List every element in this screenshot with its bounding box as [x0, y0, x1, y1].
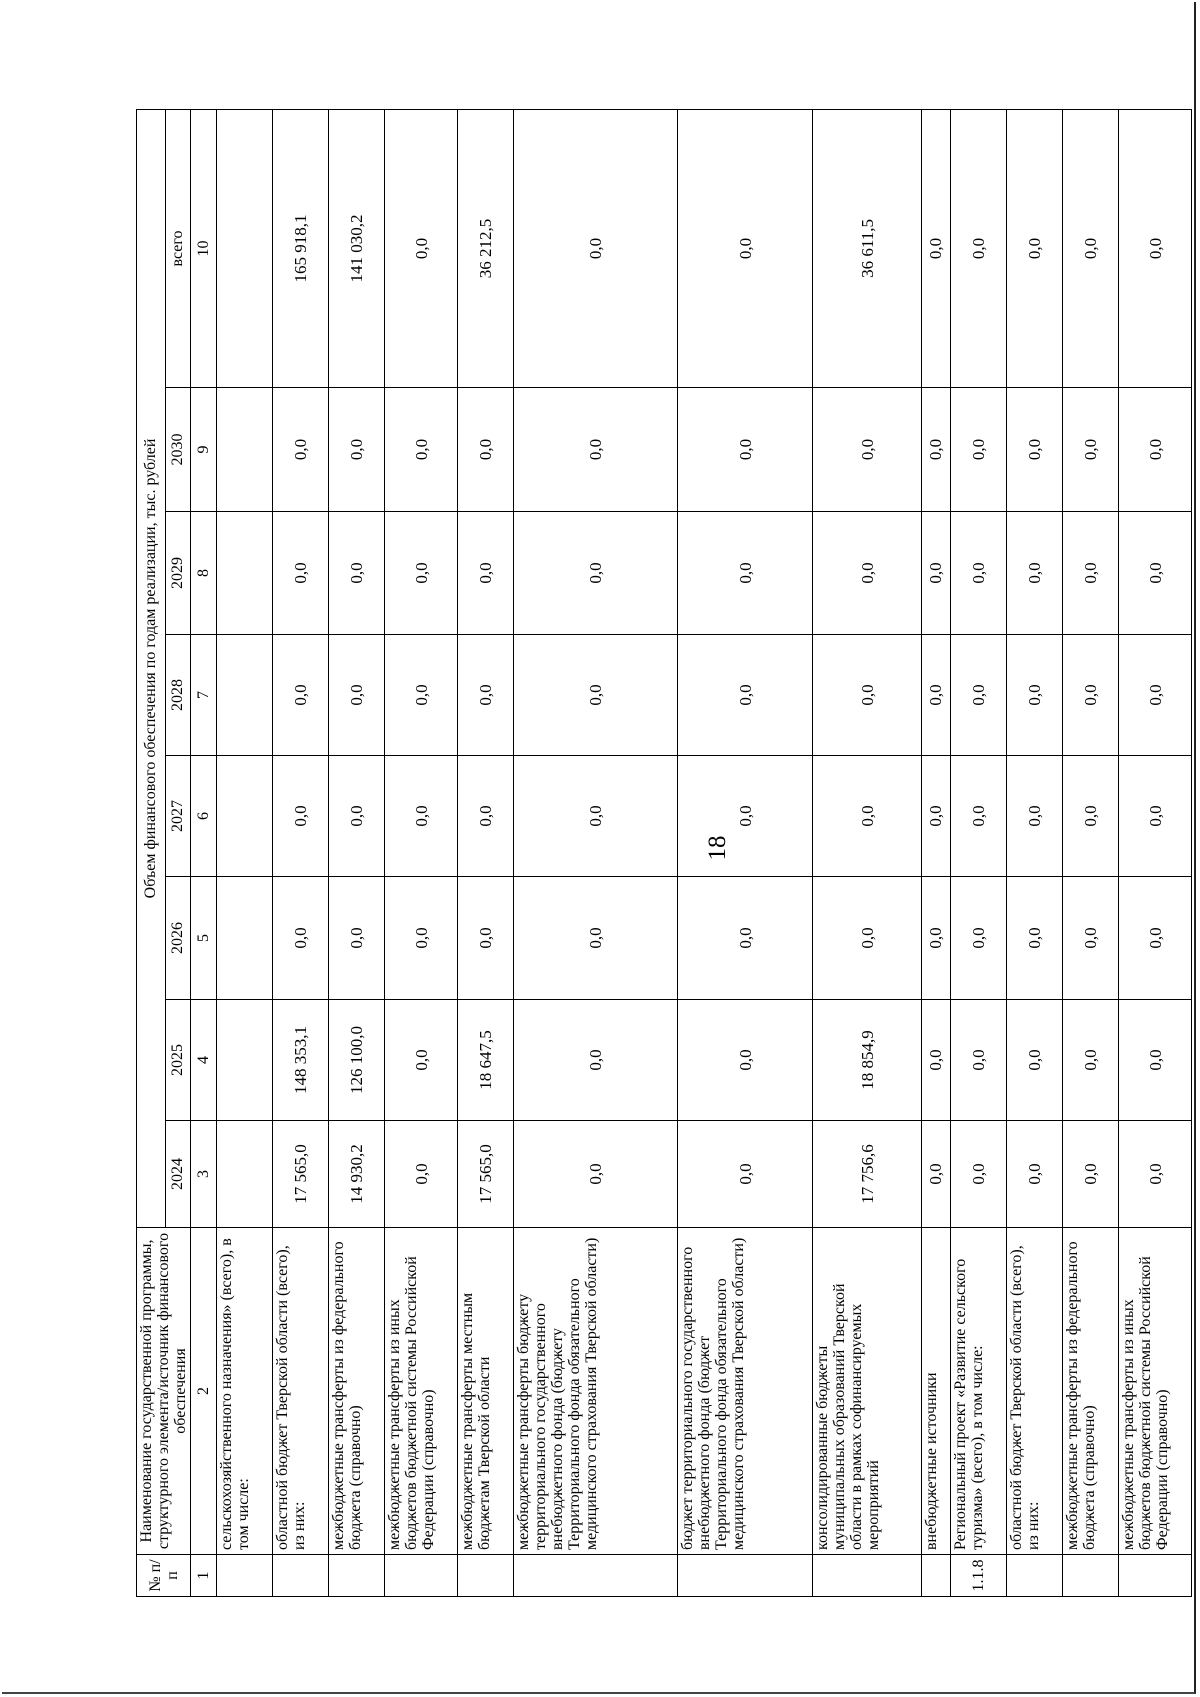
- value-cell: 0,0: [1119, 1121, 1192, 1228]
- value-cell: 0,0: [273, 512, 329, 635]
- value-cell: 0,0: [457, 388, 513, 512]
- value-cell-total: 0,0: [513, 109, 677, 387]
- value-cell: 0,0: [513, 1000, 677, 1121]
- value-cell: 17 756,6: [813, 1121, 921, 1228]
- value-cell: 0,0: [385, 756, 458, 877]
- column-number-cell: 7: [191, 635, 217, 756]
- value-cell: 17 565,0: [457, 1121, 513, 1228]
- value-cell: 0,0: [513, 1121, 677, 1228]
- column-number-cell: 4: [191, 1000, 217, 1121]
- value-cell: 0,0: [921, 635, 950, 756]
- row-name-cell: Региональный проект «Развитие сельского туризма» (всего), в том числе:: [951, 1228, 1007, 1555]
- value-cell: 18 647,5: [457, 1000, 513, 1121]
- value-cell: 0,0: [1063, 388, 1119, 512]
- value-cell: 0,0: [1063, 635, 1119, 756]
- value-cell: 0,0: [513, 388, 677, 512]
- value-cell-total: 0,0: [385, 109, 458, 387]
- row-name-cell: сельскохозяйственного назначения» (всего), в том числе:: [217, 1228, 273, 1555]
- row-name-cell: областной бюджет Тверской области (всего), из них:: [273, 1228, 329, 1555]
- value-cell: 0,0: [385, 877, 458, 1000]
- value-cell: 0,0: [951, 388, 1007, 512]
- table-row: [813, 109, 921, 1596]
- row-number-cell: [921, 1555, 950, 1597]
- value-cell: 0,0: [385, 388, 458, 512]
- row-number-cell: [1063, 1555, 1119, 1597]
- value-cell-total: 0,0: [1007, 109, 1063, 387]
- value-cell: 0,0: [1007, 756, 1063, 877]
- row-number-cell: [385, 1555, 458, 1597]
- value-cell: 0,0: [1007, 388, 1063, 512]
- value-cell: 0,0: [1063, 877, 1119, 1000]
- table-row: [217, 109, 273, 1596]
- column-number-cell: 3: [191, 1121, 217, 1228]
- value-cell: 17 565,0: [273, 1121, 329, 1228]
- row-name-cell: внебюджетные источники: [921, 1228, 950, 1555]
- table-row: [457, 109, 513, 1596]
- value-cell: 0,0: [385, 1000, 458, 1121]
- value-cell-total: 0,0: [1119, 109, 1192, 387]
- value-cell: 0,0: [921, 1121, 950, 1228]
- value-cell-total: 36 611,5: [813, 109, 921, 387]
- value-cell: 0,0: [329, 877, 385, 1000]
- row-name-cell: межбюджетные трансферты из федерального бюджета (справочно): [329, 1228, 385, 1555]
- table-body: [217, 109, 1192, 1596]
- value-cell: 0,0: [273, 756, 329, 877]
- value-cell: 0,0: [1007, 635, 1063, 756]
- value-cell-total: 0,0: [921, 109, 950, 387]
- value-cell: 0,0: [678, 1121, 813, 1228]
- header-year: 2030: [165, 388, 190, 512]
- header-year: 2025: [165, 1000, 190, 1121]
- header-year: 2027: [165, 756, 190, 877]
- value-cell: 0,0: [457, 756, 513, 877]
- row-name-cell: межбюджетные трансферты из федерального бюджета (справочно): [1063, 1228, 1119, 1555]
- header-year: 2024: [165, 1121, 190, 1228]
- value-cell-total: 0,0: [951, 109, 1007, 387]
- value-cell: 0,0: [1063, 512, 1119, 635]
- value-cell: [217, 1121, 273, 1228]
- table-row: [678, 109, 813, 1596]
- column-number-cell: 9: [191, 388, 217, 512]
- value-cell: 0,0: [921, 1000, 950, 1121]
- header-year: 2029: [165, 512, 190, 635]
- column-number-cell: 6: [191, 756, 217, 877]
- value-cell: 0,0: [678, 635, 813, 756]
- table-row: [951, 109, 1007, 1596]
- row-number-cell: [813, 1555, 921, 1597]
- value-cell: 0,0: [1119, 756, 1192, 877]
- page-number: 18: [704, 835, 731, 861]
- value-cell-total: 0,0: [678, 109, 813, 387]
- value-cell: 148 353,1: [273, 1000, 329, 1121]
- value-cell-total: [217, 109, 273, 387]
- row-name-cell: консолидированные бюджеты муниципальных образований Тверской области в рамках софинансируемых мероприятий: [813, 1228, 921, 1555]
- value-cell: 0,0: [457, 635, 513, 756]
- value-cell: 0,0: [1119, 635, 1192, 756]
- column-number-cell: 5: [191, 877, 217, 1000]
- value-cell: [217, 1000, 273, 1121]
- value-cell-total: 141 030,2: [329, 109, 385, 387]
- value-cell: 18 854,9: [813, 1000, 921, 1121]
- value-cell: 0,0: [951, 756, 1007, 877]
- value-cell: 0,0: [951, 635, 1007, 756]
- value-cell: 0,0: [813, 756, 921, 877]
- table-row: [1119, 109, 1192, 1596]
- value-cell-total: 165 918,1: [273, 109, 329, 387]
- header-name: Наименование государственной программы, структурного элемента/источник финансового обеспечения: [137, 1228, 191, 1555]
- value-cell: 0,0: [813, 512, 921, 635]
- value-cell: 14 930,2: [329, 1121, 385, 1228]
- header-volume: Объем финансового обеспечения по годам реализации, тыс. рублей: [137, 109, 166, 1227]
- column-number-cell: 10: [191, 109, 217, 387]
- table-row: [1007, 109, 1063, 1596]
- row-number-cell: [513, 1555, 677, 1597]
- value-cell: [217, 512, 273, 635]
- value-cell-total: 0,0: [1063, 109, 1119, 387]
- value-cell: 0,0: [951, 877, 1007, 1000]
- value-cell: 0,0: [1007, 1000, 1063, 1121]
- row-number-cell: [329, 1555, 385, 1597]
- table-row: [385, 109, 458, 1596]
- value-cell: 0,0: [1119, 512, 1192, 635]
- value-cell: 0,0: [513, 512, 677, 635]
- value-cell: [217, 635, 273, 756]
- table-row: [921, 109, 950, 1596]
- value-cell: 0,0: [678, 388, 813, 512]
- value-cell: 0,0: [921, 512, 950, 635]
- value-cell: 0,0: [1007, 512, 1063, 635]
- row-number-cell: [217, 1555, 273, 1597]
- value-cell: 0,0: [329, 756, 385, 877]
- value-cell: 0,0: [951, 512, 1007, 635]
- value-cell: 0,0: [951, 1121, 1007, 1228]
- value-cell: 0,0: [921, 388, 950, 512]
- row-number-cell: [457, 1555, 513, 1597]
- financing-table: [136, 109, 1192, 1597]
- value-cell: 0,0: [1063, 1121, 1119, 1228]
- value-cell: 126 100,0: [329, 1000, 385, 1121]
- value-cell: 0,0: [1119, 877, 1192, 1000]
- value-cell: 0,0: [678, 1000, 813, 1121]
- header-year: 2028: [165, 635, 190, 756]
- rotated-table-container: [136, 110, 1187, 1597]
- value-cell: 0,0: [513, 635, 677, 756]
- header-year-total: всего: [165, 109, 190, 387]
- row-number-cell: 1.1.8: [951, 1555, 1007, 1597]
- value-cell: 0,0: [1119, 388, 1192, 512]
- value-cell: 0,0: [921, 877, 950, 1000]
- value-cell: 0,0: [385, 1121, 458, 1228]
- header-year: 2026: [165, 877, 190, 1000]
- value-cell: 0,0: [678, 512, 813, 635]
- value-cell: 0,0: [385, 512, 458, 635]
- table-row: [513, 109, 677, 1596]
- header-no: № п/п: [137, 1555, 191, 1597]
- column-number-cell: 1: [191, 1555, 217, 1597]
- value-cell: [217, 388, 273, 512]
- value-cell: 0,0: [1063, 756, 1119, 877]
- value-cell: 0,0: [951, 1000, 1007, 1121]
- value-cell: 0,0: [457, 512, 513, 635]
- value-cell: 0,0: [385, 635, 458, 756]
- value-cell: 0,0: [1007, 877, 1063, 1000]
- value-cell: [217, 756, 273, 877]
- row-name-cell: бюджет территориального государственного внебюджетного фонда (бюджет Территориального фонда обязательного медицинского страхования Тверской области): [678, 1228, 813, 1555]
- value-cell: 0,0: [329, 635, 385, 756]
- table-row: [329, 109, 385, 1596]
- value-cell: 0,0: [513, 877, 677, 1000]
- row-number-cell: [1119, 1555, 1192, 1597]
- column-number-row: [191, 109, 217, 1596]
- value-cell: 0,0: [921, 756, 950, 877]
- row-number-cell: [678, 1555, 813, 1597]
- value-cell: 0,0: [678, 877, 813, 1000]
- value-cell: 0,0: [457, 877, 513, 1000]
- value-cell: 0,0: [329, 388, 385, 512]
- row-number-cell: [273, 1555, 329, 1597]
- row-name-cell: межбюджетные трансферты местным бюджетам Тверской области: [457, 1228, 513, 1555]
- value-cell: 0,0: [813, 635, 921, 756]
- value-cell: 0,0: [1119, 1000, 1192, 1121]
- value-cell: 0,0: [273, 388, 329, 512]
- table-row: [1063, 109, 1119, 1596]
- column-number-cell: 8: [191, 512, 217, 635]
- row-name-cell: межбюджетные трансферты из иных бюджетов бюджетной системы Российской Федерации (справочно): [385, 1228, 458, 1555]
- value-cell: 0,0: [813, 388, 921, 512]
- value-cell: 0,0: [273, 635, 329, 756]
- value-cell: 0,0: [1007, 1121, 1063, 1228]
- value-cell: 0,0: [813, 877, 921, 1000]
- value-cell-total: 36 212,5: [457, 109, 513, 387]
- table-row: [273, 109, 329, 1596]
- value-cell: [217, 877, 273, 1000]
- row-name-cell: межбюджетные трансферты бюджету территориального государственного внебюджетного фонда (бюджету Территориального фонда обязательного медицинского страхования Тверской области): [513, 1228, 677, 1555]
- value-cell: 0,0: [329, 512, 385, 635]
- value-cell: 0,0: [513, 756, 677, 877]
- row-name-cell: областной бюджет Тверской области (всего), из них:: [1007, 1228, 1063, 1555]
- value-cell: 0,0: [1063, 1000, 1119, 1121]
- column-number-cell: 2: [191, 1228, 217, 1555]
- row-name-cell: межбюджетные трансферты из иных бюджетов бюджетной системы Российской Федерации (справочно): [1119, 1228, 1192, 1555]
- value-cell: 0,0: [273, 877, 329, 1000]
- value-cell: 0,0: [678, 756, 813, 877]
- row-number-cell: [1007, 1555, 1063, 1597]
